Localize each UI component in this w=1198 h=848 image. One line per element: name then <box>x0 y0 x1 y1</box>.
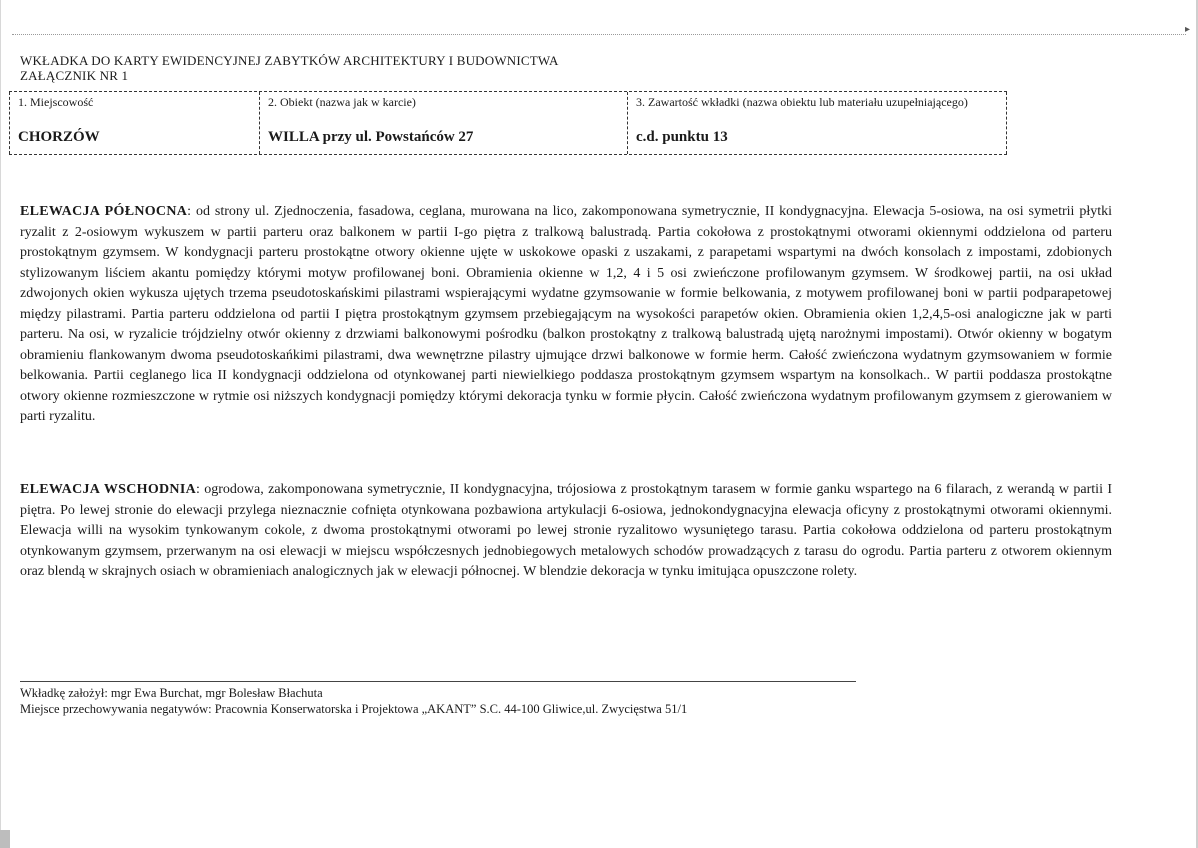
footer-author: Wkładkę założył: mgr Ewa Burchat, mgr Bolesław Błachuta <box>20 686 323 700</box>
object-cell <box>259 92 627 154</box>
content-label: 3. Zawartość wkładki (nazwa obiektu lub materiału uzupełniającego) <box>636 95 968 109</box>
section-heading: ELEWACJA PÓŁNOCNA <box>20 204 188 219</box>
object-label: 2. Obiekt (nazwa jak w karcie) <box>268 95 416 109</box>
place-value: CHORZÓW <box>18 129 100 145</box>
corner-mark-icon: ▸ <box>1184 24 1190 35</box>
document-subtitle: ZAŁĄCZNIK NR 1 <box>20 68 129 83</box>
scan-top-line <box>12 34 1186 35</box>
place-cell <box>9 92 259 154</box>
document-title: WKŁADKA DO KARTY EWIDENCYJNEJ ZABYTKÓW ARCHITEKTURY I BUDOWNICTWA <box>20 53 559 68</box>
place-label: 1. Miejscowość <box>18 95 94 109</box>
section-heading: ELEWACJA WSCHODNIA <box>20 482 196 497</box>
object-value: WILLA przy ul. Powstańców 27 <box>268 129 474 145</box>
section-north-elevation <box>20 202 1112 428</box>
info-table <box>9 91 1007 155</box>
section-text: : od strony ul. Zjednoczenia, fasadowa, ceglana, murowana na lico, zakomponowana symetrycznie, II kondygnacyjna. Elewacja 5-osiowa, na osi symetrii płytki ryzalit z 2-osiowym wykuszem w partii parteru oraz balkonem w partii I-go piętra z tralkową balustradą. Partia cokołowa z prostokątnymi otworami okiennymi oddzielona od parteru prostokątnym gzymsem. W kondygnacji parteru prostokątne otwory okienne ujęte w uskokowe opaski z uszakami, z parapetami wspartymi na dwóch konsolach z impostami, zdobionych stylizowanym liściem akantu pomiędzy którymi motyw profilowanej boni. Obramienia okienne w 1,2, 4 i 5 osi zwieńczone profilowanym gzymsem. W środkowej partii, na osi układ zdwojonych okien wykusza ujętych trzema pseudotoskańskimi pilastrami wspierającymi wydatne gzymsowanie w formie belkowania, z motywem profilowanej boni w partii podparapetowej między pilastrami. Partia parteru oddzielona od partii I piętra prostokątnym gzymsem przebiegającym na wysokości parapetów okien. Obramienia okien 1,2,4,5-osi analogiczne jak w parti parteru. Na osi, w ryzalicie trójdzielny otwór okienny z drzwiami balkonowymi pośrodku (balkon prostokątny z tralkową balustradą ujętą narożnymi impostami). Otwór okienny w bogatym obramieniu flankowanym dwoma pseudotoskańkimi pilastrami, dwa wewnętrzne pilastry ujmujące drzwi balkonowe w formie herm. Całość zwieńczona wydatnym gzymsowaniem w formie belkowania. Partii ceglanego lica II kondygnacji oddzielona od otynkowanej parti niewielkiego poddasza prostokątnym gzymsem wspartym na konsolkach.. W partii poddasza prostokątne otwory okienne rozmieszczone w rytmie osi niższych kondygnacji pomiędzy którymi dekoracja tynku w formie płycin. Całość zwieńczona wydatnym profilowanym gzymsem z gierowaniem w parti ryzalitu. <box>20 204 1113 424</box>
content-cell <box>627 92 1007 154</box>
scan-bottom-mark <box>0 830 10 848</box>
section-text: : ogrodowa, zakomponowana symetrycznie, II kondygnacyjna, trójosiowa z prostokątnym tarasem w formie ganku wspartego na 6 filarach, z werandą w partii I piętra. Po lewej stronie do elewacji przylega nieznacznie cofnięta otynkowana pozbawiona artykulacji 6-osiowa, jednokondygnacyjna elewacja oficyny z prostokątnymi otworami okiennymi. Elewacja willi na wysokim tynkowanym cokole, z dwoma prostokątnymi otworami po lewej stronie ryzalitowo wysuniętego tarasu. Partia cokołowa oddzielona od parteru prostokątnym otynkowanym gzymsem, przerwanym na osi elewacji w miejscu współczesnych jednobiegowych metalowych schodów prowadzących z tarasu do ogrodu. Partia parteru z otworem okiennym oraz blendą w skrajnych osiach w obramieniach analogicznych jak w elewacji północnej. W blendzie dekoracja w tynku imitująca opuszczone rolety. <box>20 482 1112 579</box>
content-value: c.d. punktu 13 <box>636 129 728 145</box>
scan-left-edge <box>0 0 1 848</box>
footer-storage: Miejsce przechowywania negatywów: Pracownia Konserwatorska i Projektowa „AKANT” S.C. 44-100 Gliwice,ul. Zwycięstwa 51/1 <box>20 702 688 716</box>
section-east-elevation <box>20 480 1112 583</box>
footer-divider <box>20 681 856 682</box>
